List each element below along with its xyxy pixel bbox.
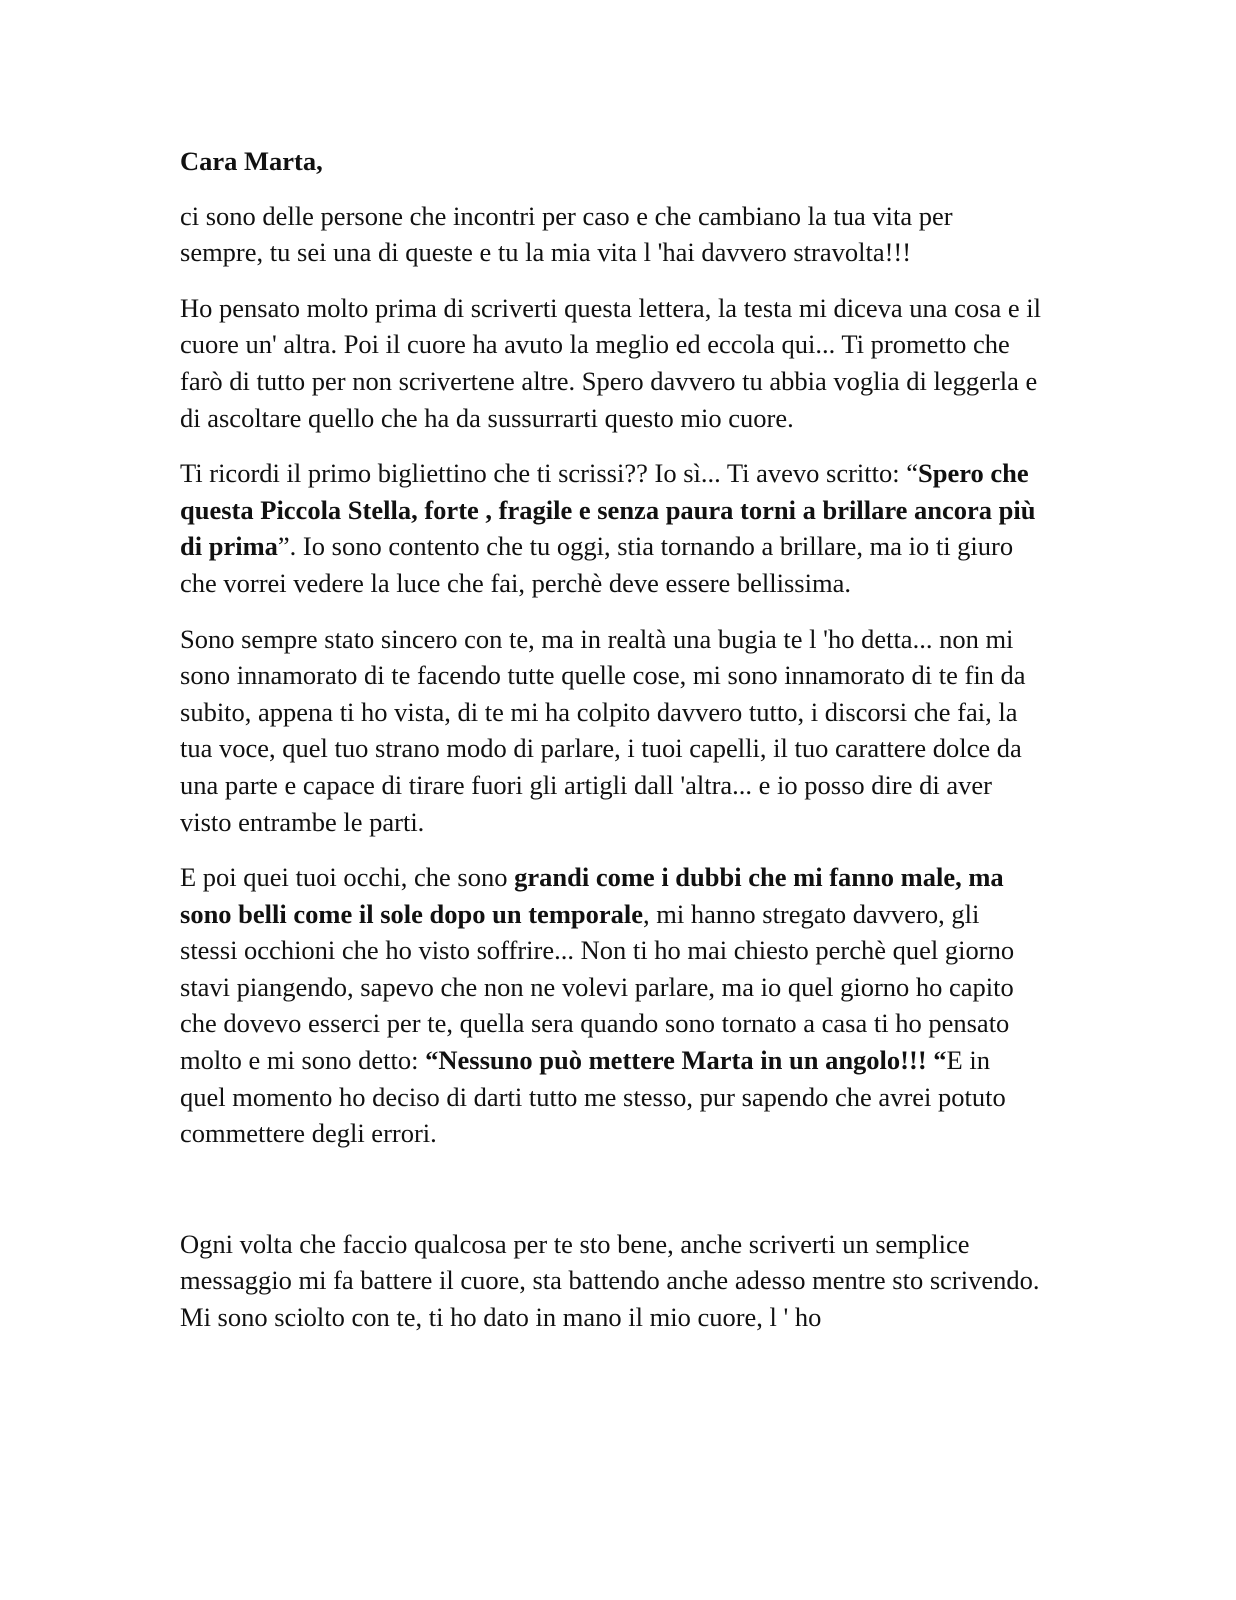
paragraph-3 — [180, 455, 1042, 601]
paragraph-5-text-2: , mi hanno stregato davvero, gli stessi occhioni che ho visto soffrire... Non ti ho mai chiesto perchè quel giorno stavi piangendo, sapevo che non ne volevi parlare, ma io quel giorno ho capito che dovevo esserci per te, quella sera quando sono tornato a casa ti ho pensato molto e mi sono detto: — [180, 898, 1015, 1076]
paragraph-3-text-1: Ti ricordi il primo bigliettino che ti scrissi?? Io sì... Ti avevo scritto: “ — [180, 458, 919, 489]
paragraph-4: Sono sempre stato sincero con te, ma in realtà una bugia te l 'ho detta... non mi sono innamorato di te facendo tutte quelle cose, mi sono innamorato di te fin da subito, appena ti ho vista, di te mi ha colpito davvero tutto, i discorsi che fai, la tua voce, quel tuo strano modo di parlare, i tuoi capelli, il tuo carattere dolce da una parte e capace di tirare fuori gli artigli dall 'altra... e io posso dire di aver visto entrambe le parti. — [180, 623, 1026, 837]
paragraph-5-bold-2: “Nessuno può mettere Marta in un angolo!!! “ — [425, 1045, 947, 1076]
letter-body — [180, 143, 1042, 1355]
paragraph-3-text-2: ”. Io sono contento che tu oggi, stia tornando a brillare, ma io ti giuro che vorrei vedere la luce che fai, perchè deve essere bellissima. — [180, 531, 1014, 598]
paragraph-5-bold-1: grandi come i dubbi che mi fanno male, ma sono belli come il sole dopo un temporale — [180, 862, 1004, 929]
paragraph-5 — [180, 859, 1042, 1152]
paragraph-6: Ogni volta che faccio qualcosa per te sto bene, anche scriverti un semplice messaggio mi fa battere il cuore, sta battendo anche adesso mentre sto scrivendo. Mi sono sciolto con te, ti ho dato in mano il mio cuore, l ' ho — [180, 1228, 1040, 1333]
paragraph-1: ci sono delle persone che incontri per caso e che cambiano la tua vita per sempre, tu sei una di queste e tu la mia vita l 'hai davvero stravolta!!! — [180, 200, 953, 268]
paragraph-5-text-1: E poi quei tuoi occhi, che sono — [180, 862, 515, 893]
paragraph-3-bold-quote: Spero che questa Piccola Stella, forte , fragile e senza paura torni a brillare ancora più di prima — [180, 458, 1036, 562]
paragraph-2: Ho pensato molto prima di scriverti questa lettera, la testa mi diceva una cosa e il cuore un' altra. Poi il cuore ha avuto la meglio ed eccola qui... Ti prometto che farò di tutto per non scrivertene altre. Spero davvero tu abbia voglia di leggerla e di ascoltare quello che ha da sussurrarti questo mio cuore. — [180, 292, 1041, 433]
letter-greeting: Cara Marta, — [180, 146, 323, 176]
paragraph-5-text-3: E in quel momento ho deciso di darti tutto me stesso, pur sapendo che avrei potuto commettere degli errori. — [180, 1045, 1006, 1149]
